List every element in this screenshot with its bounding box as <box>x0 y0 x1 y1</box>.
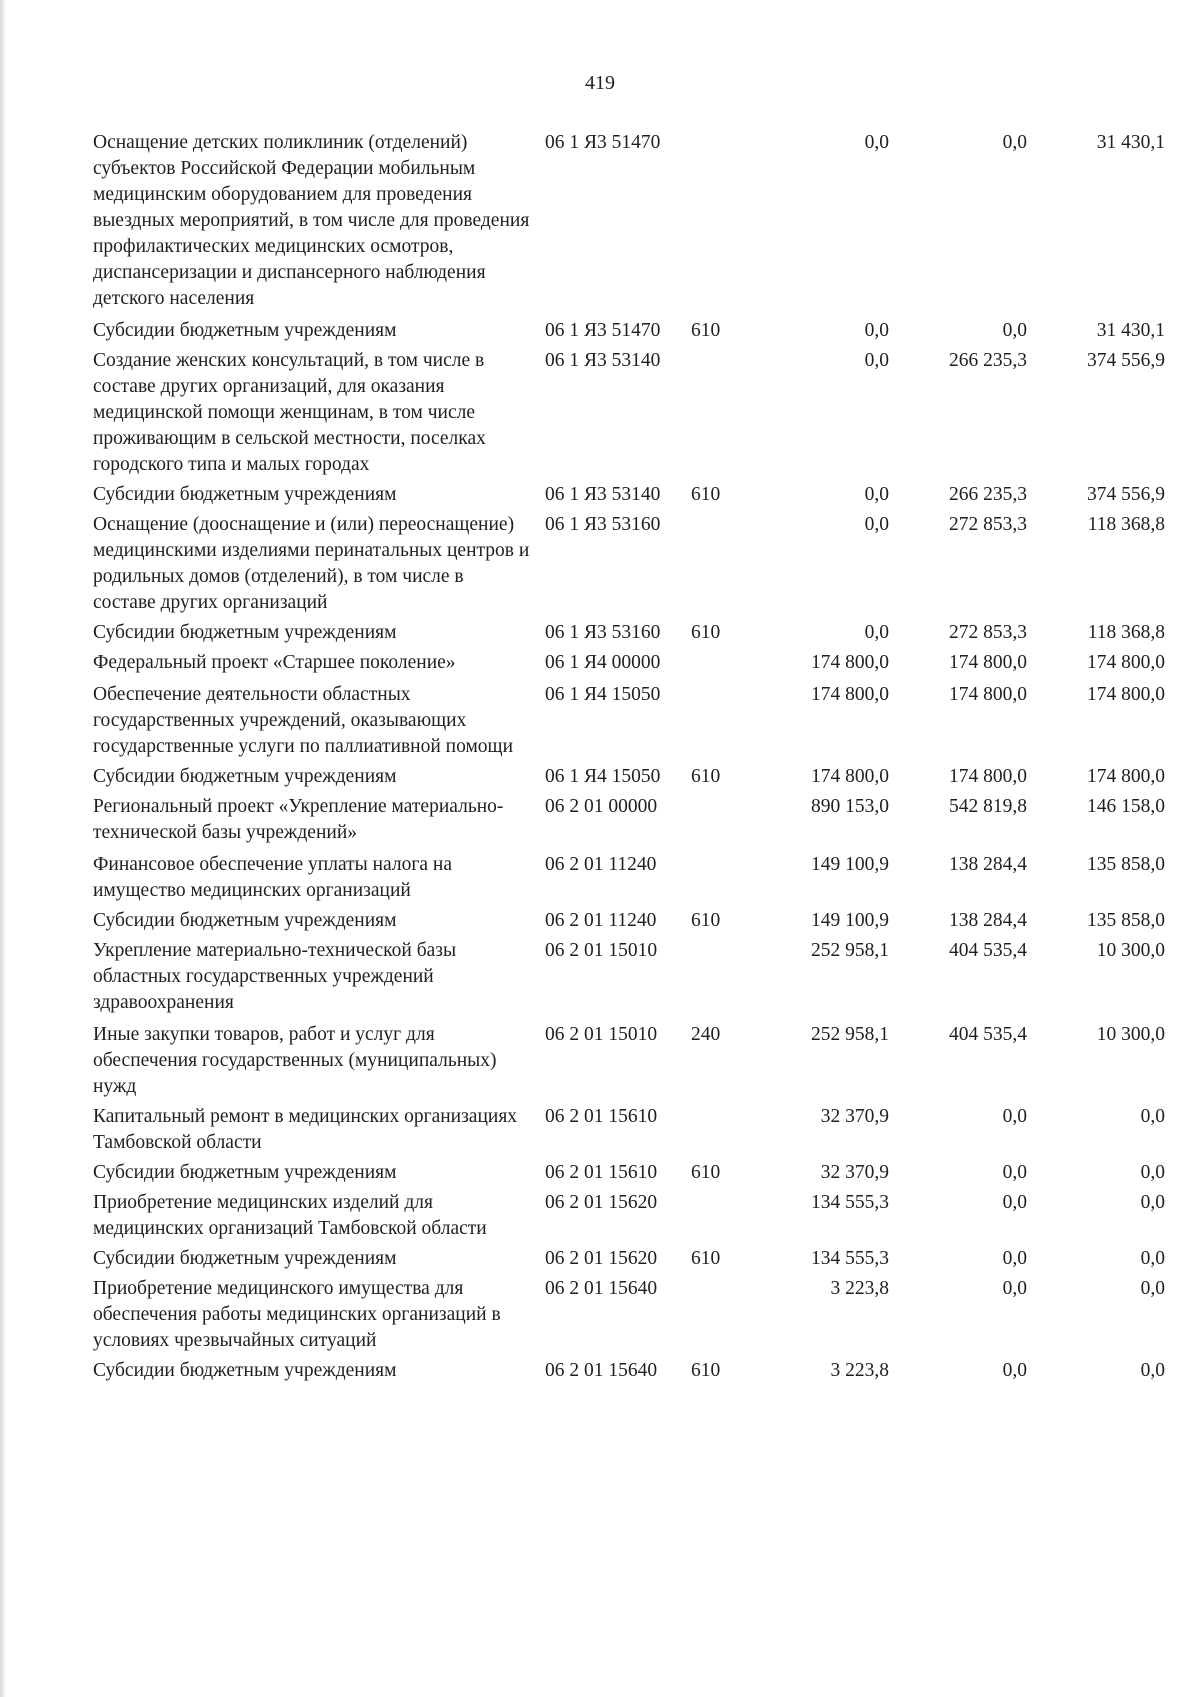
row-amount-3: 374 556,9 <box>1087 350 1165 371</box>
row-amount-2: 404 535,4 <box>949 940 1027 961</box>
row-amount-2: 542 819,8 <box>949 796 1027 817</box>
table-row <box>93 1246 1165 1272</box>
row-amount-2: 0,0 <box>1002 1162 1027 1183</box>
table-row <box>93 1276 1165 1354</box>
row-name: Обеспечение деятельности областных государственных учреждений, оказывающих государственные услуги по паллиативной помощи <box>93 684 514 757</box>
row-code: 06 2 01 15640 <box>545 1360 658 1381</box>
row-code: 06 1 Я3 53140 <box>545 350 661 371</box>
row-name: Субсидии бюджетным учреждениям <box>93 1162 397 1183</box>
row-code: 06 2 01 11240 <box>545 910 657 931</box>
table-row <box>93 794 1165 846</box>
row-expense-type: 610 <box>691 622 721 643</box>
row-name: Оснащение (дооснащение и (или) переоснащение) медицинскими изделиями перинатальных центров и родильных домов (отделений), в том числе в составе других организаций <box>93 514 530 613</box>
scan-edge-shadow <box>0 0 6 1697</box>
row-name: Иные закупки товаров, работ и услуг для обеспечения государственных (муниципальных) нужд <box>93 1024 497 1097</box>
row-expense-type: 610 <box>691 1360 721 1381</box>
row-name: Приобретение медицинского имущества для обеспечения работы медицинских организаций в условиях чрезвычайных ситуаций <box>93 1278 501 1351</box>
row-name: Субсидии бюджетным учреждениям <box>93 910 397 931</box>
row-expense-type: 610 <box>691 1248 721 1269</box>
row-name: Субсидии бюджетным учреждениям <box>93 1360 397 1381</box>
row-code: 06 1 Я4 15050 <box>545 766 661 787</box>
table-row <box>93 764 1165 790</box>
row-amount-1: 174 800,0 <box>811 652 889 673</box>
row-amount-2: 0,0 <box>1002 1360 1027 1381</box>
row-code: 06 1 Я3 51470 <box>545 132 661 153</box>
table-row <box>93 682 1165 760</box>
row-amount-3: 174 800,0 <box>1087 684 1165 705</box>
row-expense-type: 610 <box>691 910 721 931</box>
row-amount-3: 174 800,0 <box>1087 766 1165 787</box>
row-name: Оснащение детских поликлиник (отделений) субъектов Российской Федерации мобильным медицинским оборудованием для проведения выездных мероприятий, в том числе для проведения профилактических медицинских осмотров, диспансеризации и диспансерного наблюдения детского населения <box>93 132 530 309</box>
row-amount-3: 10 300,0 <box>1096 1024 1165 1045</box>
row-amount-2: 0,0 <box>1002 320 1027 341</box>
table-row <box>93 1358 1165 1384</box>
row-code: 06 2 01 15640 <box>545 1278 658 1299</box>
row-code: 06 1 Я4 00000 <box>545 652 661 673</box>
row-name: Федеральный проект «Старшее поколение» <box>93 652 456 673</box>
table-row <box>93 512 1165 616</box>
row-code: 06 2 01 15010 <box>545 940 658 961</box>
row-expense-type: 610 <box>691 766 721 787</box>
row-amount-3: 0,0 <box>1140 1192 1165 1213</box>
table-row <box>93 348 1165 478</box>
row-amount-3: 0,0 <box>1140 1106 1165 1127</box>
row-amount-3: 0,0 <box>1140 1360 1165 1381</box>
row-expense-type: 240 <box>691 1024 721 1045</box>
row-name: Субсидии бюджетным учреждениям <box>93 484 397 505</box>
row-amount-3: 0,0 <box>1140 1248 1165 1269</box>
row-code: 06 2 01 11240 <box>545 854 657 875</box>
row-amount-2: 138 284,4 <box>949 910 1027 931</box>
row-amount-3: 374 556,9 <box>1087 484 1165 505</box>
row-code: 06 2 01 15610 <box>545 1162 658 1183</box>
row-amount-2: 174 800,0 <box>949 652 1027 673</box>
row-amount-1: 0,0 <box>864 320 889 341</box>
row-amount-1: 0,0 <box>864 514 889 535</box>
row-amount-2: 272 853,3 <box>949 622 1027 643</box>
row-amount-3: 0,0 <box>1140 1278 1165 1299</box>
row-amount-2: 0,0 <box>1002 1248 1027 1269</box>
table-row <box>93 130 1165 312</box>
row-amount-1: 32 370,9 <box>820 1106 889 1127</box>
row-amount-1: 149 100,9 <box>811 854 889 875</box>
table-row <box>93 1160 1165 1186</box>
row-amount-2: 0,0 <box>1002 1106 1027 1127</box>
row-amount-2: 266 235,3 <box>949 484 1027 505</box>
table-row <box>93 318 1165 344</box>
table-row <box>93 852 1165 904</box>
row-amount-1: 0,0 <box>864 484 889 505</box>
table-row <box>93 1022 1165 1100</box>
row-amount-1: 0,0 <box>864 350 889 371</box>
row-amount-1: 3 223,8 <box>830 1278 889 1299</box>
row-code: 06 2 01 15620 <box>545 1248 658 1269</box>
row-amount-2: 0,0 <box>1002 132 1027 153</box>
row-amount-2: 0,0 <box>1002 1192 1027 1213</box>
row-amount-3: 10 300,0 <box>1096 940 1165 961</box>
row-name: Приобретение медицинских изделий для медицинских организаций Тамбовской области <box>93 1192 487 1239</box>
row-amount-2: 138 284,4 <box>949 854 1027 875</box>
row-name: Капитальный ремонт в медицинских организациях Тамбовской области <box>93 1106 518 1153</box>
row-amount-1: 0,0 <box>864 132 889 153</box>
row-amount-2: 0,0 <box>1002 1278 1027 1299</box>
row-code: 06 1 Я3 51470 <box>545 320 661 341</box>
table-row <box>93 620 1165 646</box>
row-amount-1: 134 555,3 <box>811 1192 889 1213</box>
row-amount-1: 0,0 <box>864 622 889 643</box>
row-code: 06 1 Я3 53140 <box>545 484 661 505</box>
row-amount-2: 266 235,3 <box>949 350 1027 371</box>
budget-table <box>93 130 1165 1388</box>
row-amount-1: 252 958,1 <box>811 940 889 961</box>
row-code: 06 2 01 15620 <box>545 1192 658 1213</box>
row-amount-3: 135 858,0 <box>1087 910 1165 931</box>
row-code: 06 1 Я3 53160 <box>545 514 661 535</box>
row-amount-1: 134 555,3 <box>811 1248 889 1269</box>
row-name: Создание женских консультаций, в том числе в составе других организаций, для оказания медицинской помощи женщинам, в том числе проживающим в сельской местности, поселках городского типа и малых городах <box>93 350 486 475</box>
page-number: 419 <box>585 72 615 94</box>
row-amount-3: 31 430,1 <box>1096 132 1165 153</box>
row-amount-3: 31 430,1 <box>1096 320 1165 341</box>
row-expense-type: 610 <box>691 320 721 341</box>
table-row <box>93 650 1165 676</box>
row-code: 06 2 01 15610 <box>545 1106 658 1127</box>
row-amount-1: 252 958,1 <box>811 1024 889 1045</box>
row-amount-1: 890 153,0 <box>811 796 889 817</box>
row-amount-1: 174 800,0 <box>811 684 889 705</box>
row-code: 06 1 Я4 15050 <box>545 684 661 705</box>
row-name: Субсидии бюджетным учреждениям <box>93 766 397 787</box>
row-code: 06 2 01 00000 <box>545 796 658 817</box>
row-code: 06 1 Я3 53160 <box>545 622 661 643</box>
row-amount-1: 3 223,8 <box>830 1360 889 1381</box>
row-name: Финансовое обеспечение уплаты налога на имущество медицинских организаций <box>93 854 452 901</box>
row-amount-1: 149 100,9 <box>811 910 889 931</box>
row-amount-2: 404 535,4 <box>949 1024 1027 1045</box>
table-row <box>93 482 1165 508</box>
row-amount-3: 174 800,0 <box>1087 652 1165 673</box>
row-amount-3: 118 368,8 <box>1087 514 1165 535</box>
row-amount-3: 135 858,0 <box>1087 854 1165 875</box>
row-amount-2: 174 800,0 <box>949 684 1027 705</box>
table-row <box>93 938 1165 1016</box>
row-code: 06 2 01 15010 <box>545 1024 658 1045</box>
row-name: Региональный проект «Укрепление материально-технической базы учреждений» <box>93 796 504 843</box>
row-amount-1: 32 370,9 <box>820 1162 889 1183</box>
row-name: Субсидии бюджетным учреждениям <box>93 320 397 341</box>
table-row <box>93 1190 1165 1242</box>
row-amount-2: 272 853,3 <box>949 514 1027 535</box>
row-name: Субсидии бюджетным учреждениям <box>93 1248 397 1269</box>
row-amount-3: 146 158,0 <box>1087 796 1165 817</box>
table-row <box>93 908 1165 934</box>
row-amount-2: 174 800,0 <box>949 766 1027 787</box>
row-name: Укрепление материально-технической базы областных государственных учреждений здравоохранения <box>93 940 457 1013</box>
table-row <box>93 1104 1165 1156</box>
row-expense-type: 610 <box>691 1162 721 1183</box>
row-amount-3: 0,0 <box>1140 1162 1165 1183</box>
row-amount-3: 118 368,8 <box>1087 622 1165 643</box>
row-name: Субсидии бюджетным учреждениям <box>93 622 397 643</box>
row-expense-type: 610 <box>691 484 721 505</box>
row-amount-1: 174 800,0 <box>811 766 889 787</box>
